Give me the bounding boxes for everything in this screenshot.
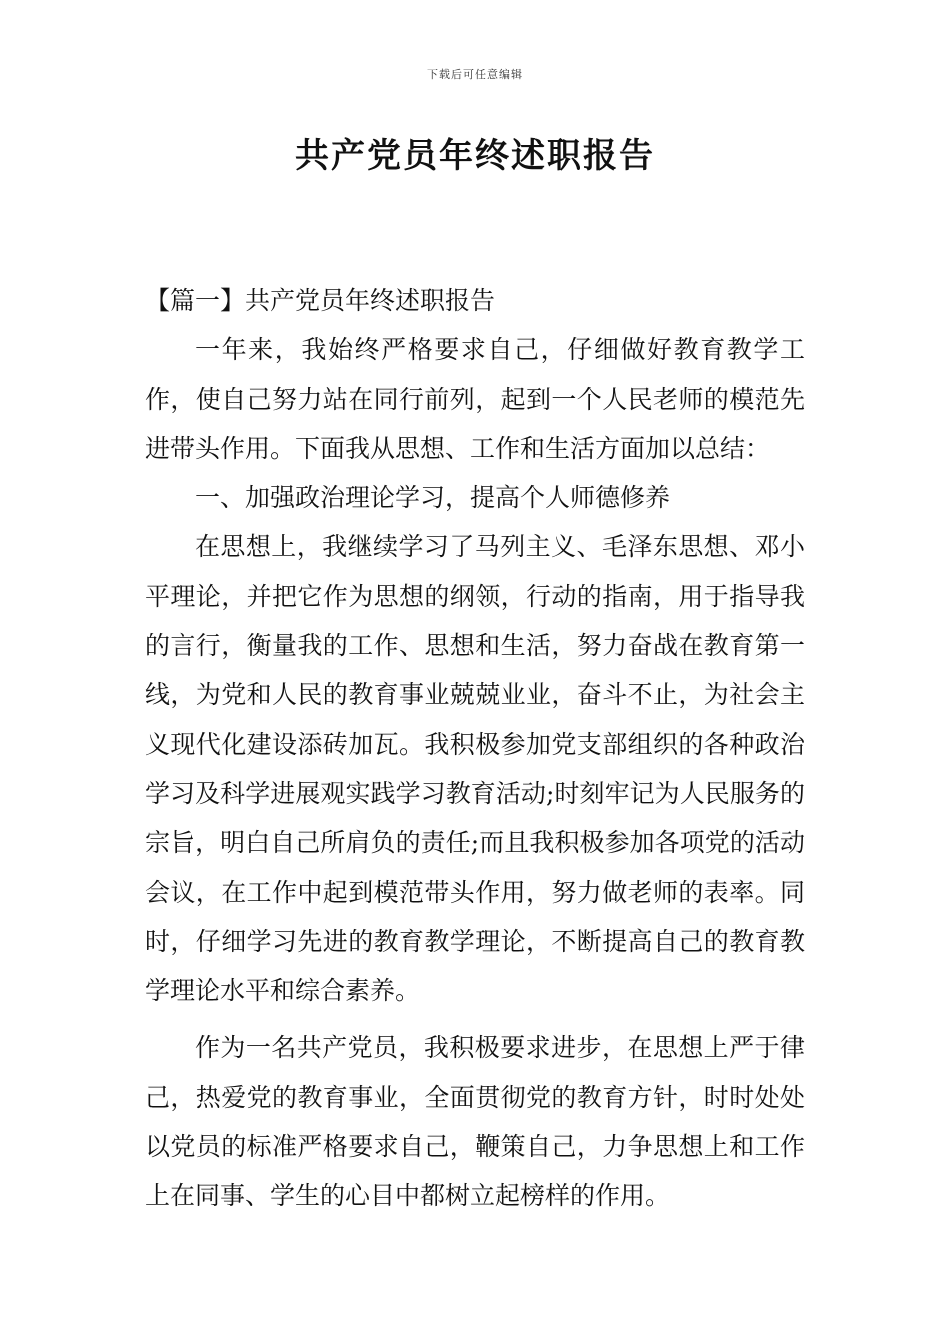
paragraph-intro: 一年来，我始终严格要求自己，仔细做好教育教学工作，使自己努力站在同行前列，起到一个人民老师的模范先进带头作用。下面我从思想、工作和生活方面加以总结： xyxy=(145,335,805,463)
paragraph-party-member: 作为一名共产党员，我积极要求进步，在思想上严于律己，热爱党的教育事业，全面贯彻党的教育方针，时时处处以党员的标准严格要求自己，鞭策自己，力争思想上和工作上在同事、学生的心目中都树立起榜样的作用。 xyxy=(145,1033,805,1211)
paragraph-ideology: 在思想上，我继续学习了马列主义、毛泽东思想、邓小平理论，并把它作为思想的纲领，行动的指南，用于指导我的言行，衡量我的工作、思想和生活，努力奋战在教育第一线，为党和人民的教育事业兢兢业业，奋斗不止，为社会主义现代化建设添砖加瓦。我积极参加党支部组织的各种政治学习及科学进展观实践学习教育活动;时刻牢记为人民服务的宗旨，明白自己所肩负的责任;而且我积极参加各项党的活动会议，在工作中起到模范带头作用，努力做老师的表率。同时，仔细学习先进的教育教学理论，不断提高自己的教育教学理论水平和综合素养。 xyxy=(145,532,805,1006)
section-heading: 【篇一】共产党员年终述职报告 xyxy=(145,286,496,315)
header-note: 下载后可任意编辑 xyxy=(427,68,523,81)
subheading-political-study: 一、加强政治理论学习，提高个人师德修养 xyxy=(195,483,671,513)
document-body xyxy=(145,276,805,1221)
document-title: 共产党员年终述职报告 xyxy=(295,136,655,176)
